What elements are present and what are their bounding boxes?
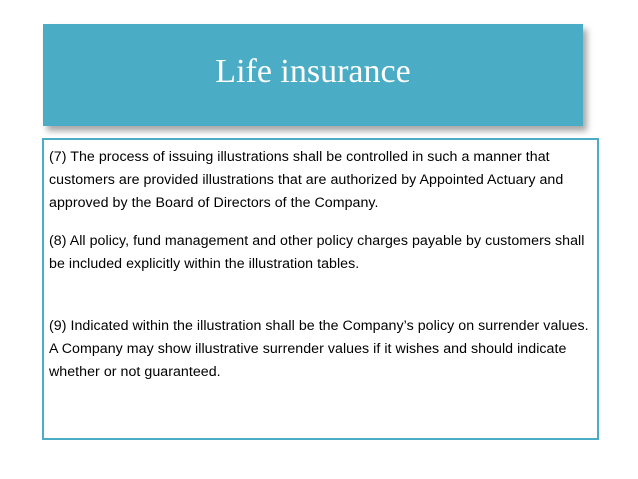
paragraph-9: (9) Indicated within the illustration shall be the Company’s policy on surrender values. A Company may show illustrative surrender values if it wishes and should indicate whether or not guaranteed. (49, 318, 589, 380)
slide-title: Life insurance (215, 53, 411, 90)
paragraph-7: (7) The process of issuing illustrations shall be controlled in such a manner that customers are provided illustrations that are authorized by Appointed Actuary and approved by the Board of Directors of the Company. (49, 149, 564, 211)
paragraph-8: (8) All policy, fund management and other policy charges payable by customers shall be included explicitly within the illustration tables. (49, 233, 585, 272)
content-box (42, 138, 599, 440)
title-bar (43, 24, 583, 126)
